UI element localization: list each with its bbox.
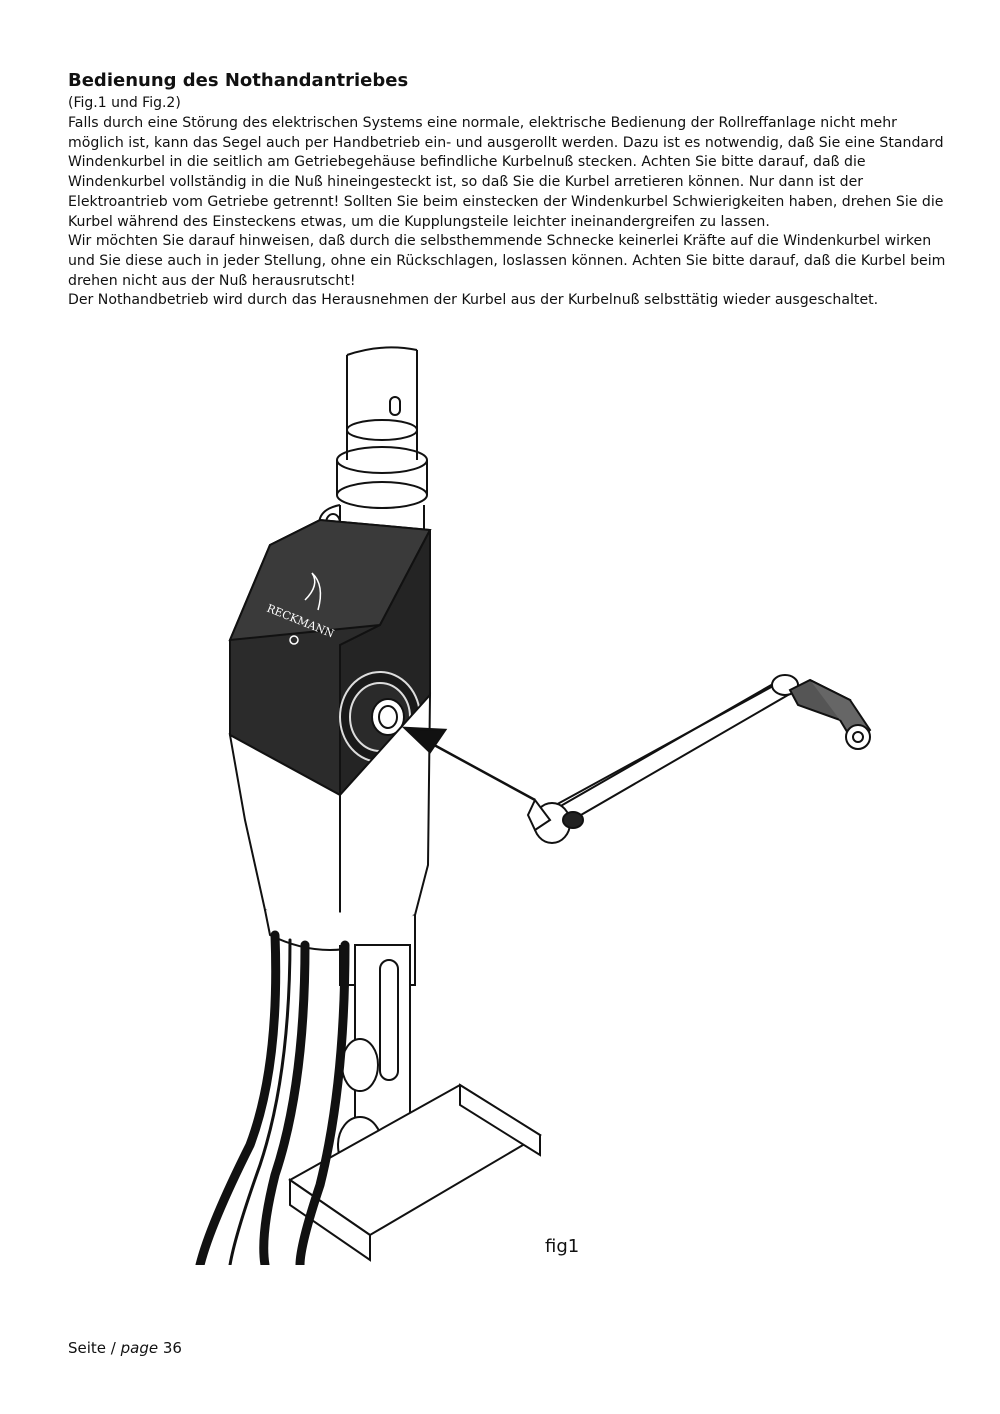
paragraph: Der Nothandbetrieb wird durch das Herausnehmen der Kurbel aus der Kurbelnuß selbsttätig wieder ausgeschaltet. <box>68 292 879 309</box>
body-text <box>68 114 948 311</box>
figure-caption: fig1 <box>545 1236 580 1257</box>
logo-text: RECKMANN <box>264 601 336 641</box>
page-label: Seite / <box>68 1339 121 1357</box>
page-label-english: page <box>120 1339 159 1357</box>
page-footer <box>68 1339 182 1357</box>
page-title: Bedienung des Nothandantriebes <box>68 70 409 91</box>
winch-drive-illustration <box>190 345 890 1265</box>
paragraph: Wir möchten Sie darauf hinweisen, daß durch die selbsthemmende Schnecke keinerlei Kräfte auf die Windenkurbel wirken und Sie diese auch in jeder Stellung, ohne ein Rückschlagen, loslassen können. Achten Sie bitte darauf, daß die Kurbel beim drehen nicht aus der Nuß herausrutscht! <box>68 233 946 289</box>
page-number: 36 <box>158 1339 182 1357</box>
figure-reference: (Fig.1 und Fig.2) <box>68 95 181 111</box>
paragraph: Falls durch eine Störung des elektrischen Systems eine normale, elektrische Bedienung der Rollreffanlage nicht mehr möglich ist, kann das Segel auch per Handbetrieb ein- und ausgerollt werden. Dazu ist es notwendig, daß Sie eine Standard Windenkurbel in die seitlich am Getriebegehäuse befindliche Kurbelnuß stecken. Achten Sie bitte darauf, daß die Windenkurbel vollständig in die Nuß hineingesteckt ist, so daß Sie die Kurbel arretieren können. Nur dann ist der Elektroantrieb vom Getriebe getrennt! Sollten Sie beim einstecken der Windenkurbel Schwierigkeiten haben, drehen Sie die Kurbel während des Einsteckens etwas, um die Kupplungsteile leichter ineinandergreifen zu lassen. <box>68 115 944 230</box>
